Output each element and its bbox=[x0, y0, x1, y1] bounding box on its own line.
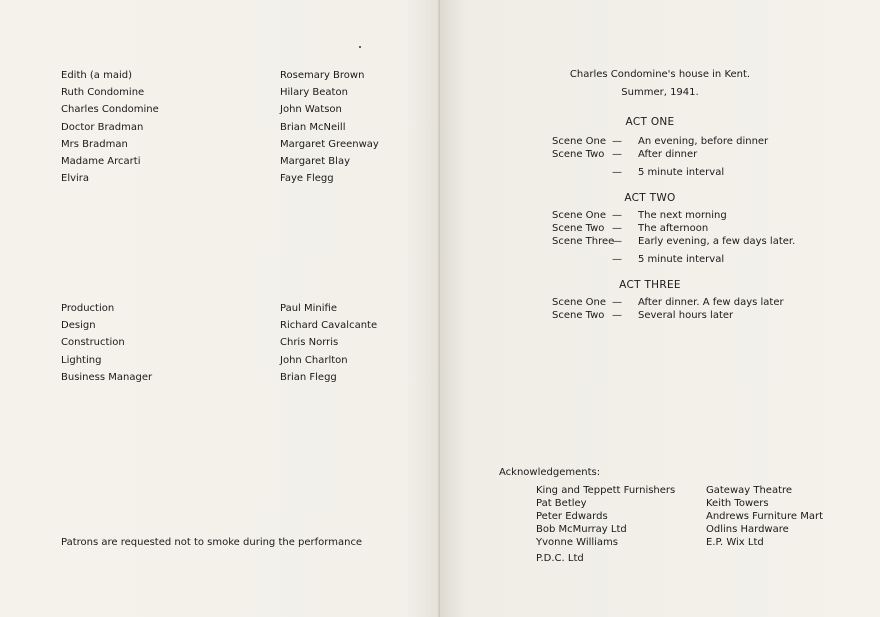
scene-dash: — bbox=[612, 210, 622, 221]
right-page bbox=[440, 0, 880, 617]
acknowledgement: Peter Edwards bbox=[536, 511, 608, 522]
scene-dash: — bbox=[612, 136, 622, 147]
scene-desc: After dinner. A few days later bbox=[638, 297, 784, 308]
cast-actors bbox=[280, 67, 379, 187]
acknowledgement: Keith Towers bbox=[706, 498, 769, 509]
cast-actor: Faye Flegg bbox=[280, 173, 334, 185]
cast-actor: Hilary Beaton bbox=[280, 87, 348, 99]
cast-roles bbox=[61, 67, 159, 187]
acknowledgements-right bbox=[706, 484, 823, 549]
cast-actor: Brian McNeill bbox=[280, 121, 346, 133]
cast-actor: John Watson bbox=[280, 104, 342, 116]
scene-label: Scene Two bbox=[552, 223, 605, 234]
scene-desc: The afternoon bbox=[638, 223, 709, 234]
scene-dash: — bbox=[612, 297, 622, 308]
crew-name: John Charlton bbox=[280, 354, 348, 366]
interval-dash: — bbox=[612, 254, 622, 265]
acknowledgements-heading: Acknowledgements: bbox=[499, 467, 601, 478]
scene-dash: — bbox=[612, 236, 622, 247]
interval-text: 5 minute interval bbox=[638, 254, 725, 265]
cast-role: Charles Condomine bbox=[61, 104, 159, 116]
scene-desc: After dinner bbox=[638, 149, 698, 160]
smoking-notice: Patrons are requested not to smoke during the performance bbox=[61, 537, 363, 548]
cast-role: Edith (a maid) bbox=[61, 70, 132, 81]
crew-name: Brian Flegg bbox=[280, 371, 337, 383]
scene-label: Scene Three bbox=[552, 236, 615, 247]
cast-role: Elvira bbox=[61, 173, 90, 185]
crew-name: Richard Cavalcante bbox=[280, 320, 378, 332]
cast-role: Ruth Condomine bbox=[61, 87, 145, 99]
scene-desc: Several hours later bbox=[638, 310, 734, 321]
interval-text: 5 minute interval bbox=[638, 167, 725, 178]
cast-actor: Rosemary Brown bbox=[280, 70, 365, 81]
acknowledgement: Yvonne Williams bbox=[536, 537, 619, 548]
scene-dash: — bbox=[612, 149, 622, 160]
scene-label: Scene Two bbox=[552, 149, 605, 160]
cast-actor: Margaret Greenway bbox=[280, 138, 379, 150]
cast-actor: Margaret Blay bbox=[280, 156, 350, 168]
ink-dot bbox=[359, 46, 361, 48]
scene-dash: — bbox=[612, 223, 622, 234]
acknowledgement: P.D.C. Ltd bbox=[536, 553, 584, 564]
crew-name: Paul Minifie bbox=[280, 303, 337, 314]
acknowledgement: King and Teppett Furnishers bbox=[536, 485, 676, 496]
acknowledgement: E.P. Wix Ltd bbox=[706, 537, 764, 548]
acknowledgement: Andrews Furniture Mart bbox=[706, 511, 824, 522]
act-title: ACT TWO bbox=[624, 192, 676, 204]
scene-desc: The next morning bbox=[638, 210, 727, 221]
interval-dash: — bbox=[612, 167, 622, 178]
acknowledgements-left bbox=[536, 484, 675, 565]
scene-desc: Early evening, a few days later. bbox=[638, 236, 796, 247]
crew-roles bbox=[61, 300, 152, 386]
crew-name: Chris Norris bbox=[280, 337, 339, 349]
crew-role: Construction bbox=[61, 337, 125, 349]
cast-role: Madame Arcarti bbox=[61, 156, 141, 168]
crew-role: Production bbox=[61, 303, 115, 314]
scene-label: Scene One bbox=[552, 136, 607, 147]
act-title: ACT THREE bbox=[619, 279, 681, 291]
crew-role: Lighting bbox=[61, 354, 102, 366]
cast-role: Doctor Bradman bbox=[61, 121, 144, 133]
setting-place: Charles Condomine's house in Kent. bbox=[569, 69, 751, 80]
crew-role: Business Manager bbox=[61, 371, 153, 383]
cast-role: Mrs Bradman bbox=[61, 138, 128, 150]
crew-names bbox=[280, 300, 377, 386]
scene-label: Scene One bbox=[552, 297, 607, 308]
acknowledgement: Gateway Theatre bbox=[706, 485, 793, 496]
setting-time: Summer, 1941. bbox=[621, 87, 699, 98]
crew-role: Design bbox=[61, 320, 96, 332]
acknowledgement: Odlins Hardware bbox=[706, 524, 789, 535]
scene-desc: An evening, before dinner bbox=[638, 136, 769, 147]
scene-label: Scene Two bbox=[552, 310, 605, 321]
scene-label: Scene One bbox=[552, 210, 607, 221]
acknowledgement: Bob McMurray Ltd bbox=[536, 524, 627, 535]
act-title: ACT ONE bbox=[625, 116, 675, 128]
scene-dash: — bbox=[612, 310, 622, 321]
acknowledgement: Pat Betley bbox=[536, 498, 587, 509]
